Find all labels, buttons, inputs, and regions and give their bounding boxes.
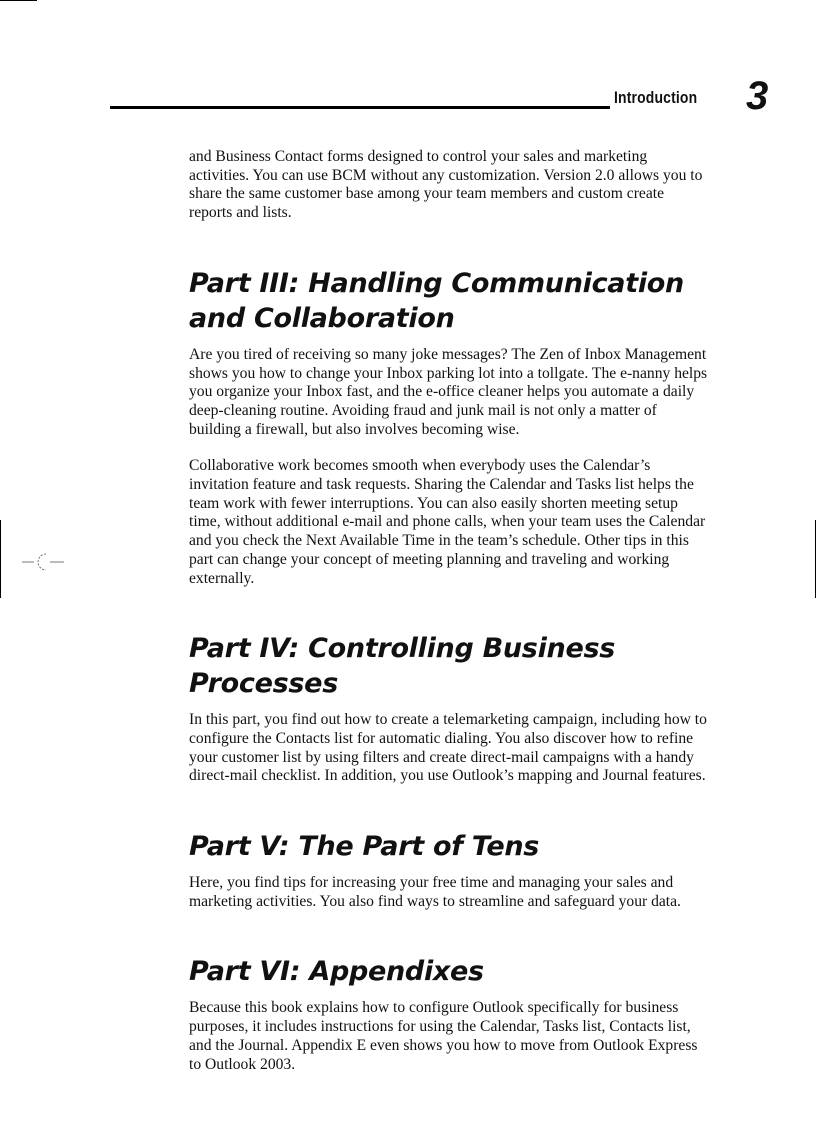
part-iii-heading-line2: and Collaboration [189,302,455,334]
part-iii-heading [189,266,711,336]
part-vi-heading: Part VI: Appendixes [189,956,484,988]
crop-mark-top [0,0,37,1]
crop-mark-left [0,520,1,598]
part-iv-paragraph: In this part, you find out how to create a telemarketing campaign, including how to configure the Contacts list for automatic dialing. You also discover how to refine your customer list by using filters and create direct-mail campaigns with a handy direct-mail checklist. In addition, you use Outlook’s mapping and Journal features. [189,711,707,785]
header-rule [110,106,610,109]
part-v-heading: Part V: The Part of Tens [189,831,540,863]
intro-paragraph: and Business Contact forms designed to control your sales and marketing activities. You can use BCM without any customization. Version 2.0 allows you to share the same customer base among your team members and custom create reports and lists. [189,148,703,222]
part-iii-paragraph-1: Are you tired of receiving so many joke messages? The Zen of Inbox Management shows you how to change your Inbox parking lot into a tollgate. The e-nanny helps you organize your Inbox fast, and the e-office cleaner helps you automate a daily deep-cleaning routine. Avoiding fraud and junk mail is not only a matter of building a firewall, but also involves becoming wise. [189,345,708,438]
registration-mark-icon [22,548,64,576]
body-content [189,148,711,1074]
part-iv-heading: Part IV: Controlling Business Processes [189,633,616,700]
page-number: 3 [746,74,769,118]
running-header-title: Introduction [614,88,698,107]
part-iii-paragraph-2: Collaborative work becomes smooth when everybody uses the Calendar’s invitation feature and task requests. Sharing the Calendar and Tasks list helps the team work with fewer interruptions. You can also easily shorten meeting setup time, without additional e-mail and phone calls, when your team uses the Calendar and you check the Next Available Time in the team’s schedule. Other tips in this part can change your concept of meeting planning and traveling and working externally. [189,457,706,587]
part-iii-heading-line1: Part III: Handling Communication [189,267,684,299]
part-vi-paragraph: Because this book explains how to configure Outlook specifically for business purposes, it includes instructions for using the Calendar, Tasks list, Contacts list, and the Journal. Appendix E even shows you how to move from Outlook Express to Outlook 2003. [189,999,698,1073]
part-v-paragraph: Here, you find tips for increasing your free time and managing your sales and marketing activities. You also find ways to streamline and safeguard your data. [189,874,681,910]
